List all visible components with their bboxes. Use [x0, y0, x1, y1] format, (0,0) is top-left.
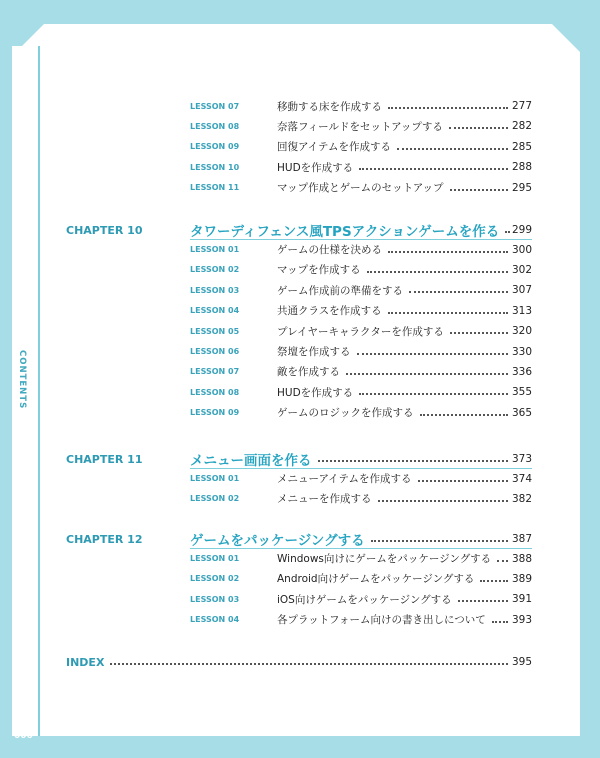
- toc-lesson-row: [0, 159, 600, 175]
- lesson-title: ゲーム作成前の準備をする: [277, 284, 403, 297]
- lesson-page: 307: [511, 284, 532, 297]
- lesson-page: 302: [511, 263, 532, 276]
- lesson-title: HUDを作成する: [277, 386, 354, 399]
- lesson-title: HUDを作成する: [277, 161, 354, 174]
- lesson-number: LESSON 09: [190, 142, 240, 152]
- dot-leader: [505, 231, 508, 233]
- dot-leader: [346, 373, 508, 375]
- dot-leader: [318, 460, 508, 462]
- chapter-title: タワーディフェンス風TPSアクションゲームを作る: [190, 224, 500, 240]
- lesson-entry: [277, 119, 532, 134]
- lesson-title: 共通クラスを作成する: [277, 305, 382, 318]
- dot-leader: [409, 291, 508, 293]
- toc-chapter-row: [0, 222, 600, 238]
- lesson-page: 382: [511, 492, 532, 505]
- lesson-entry: [277, 160, 532, 175]
- lesson-page: 330: [511, 345, 532, 358]
- lesson-number: LESSON 02: [190, 574, 240, 584]
- dot-leader: [359, 393, 508, 395]
- toc-lesson-row: [0, 118, 600, 134]
- chapter-entry: [190, 449, 532, 469]
- lesson-page: 300: [511, 243, 532, 256]
- contents-side-label: CONTENTS: [17, 350, 27, 410]
- lesson-page: 320: [511, 325, 532, 338]
- chapter-entry: [190, 529, 532, 549]
- lesson-title: ゲームのロジックを作成する: [277, 407, 414, 420]
- chapter-rule: [190, 548, 532, 549]
- lesson-number: LESSON 01: [190, 245, 240, 254]
- lesson-title: 祭壇を作成する: [277, 346, 351, 358]
- chapter-rule: [190, 468, 532, 469]
- toc-lesson-row: [0, 139, 600, 155]
- dot-leader: [497, 560, 508, 562]
- dot-leader: [492, 621, 508, 623]
- chapter-number: CHAPTER 10: [66, 223, 143, 237]
- page-number: 006: [14, 731, 33, 741]
- lesson-entry: [277, 571, 532, 586]
- toc-lesson-row: [0, 262, 600, 278]
- dot-leader: [357, 353, 508, 355]
- dot-leader: [458, 600, 508, 602]
- lesson-page: 288: [511, 161, 532, 174]
- dot-leader: [371, 540, 508, 542]
- lesson-number: LESSON 03: [190, 594, 240, 604]
- lesson-number: LESSON 07: [190, 367, 240, 377]
- lesson-page: 389: [511, 572, 532, 585]
- lesson-page: 336: [511, 365, 532, 378]
- lesson-entry: [277, 471, 532, 486]
- lesson-page: 285: [511, 140, 532, 153]
- lesson-entry: [277, 612, 532, 627]
- toc-lesson-row: [0, 282, 600, 298]
- toc-lesson-row: [0, 323, 600, 339]
- toc-lesson-row: [0, 303, 600, 319]
- lesson-title: 回復アイテムを作成する: [277, 141, 392, 154]
- toc-lesson-row: [0, 491, 600, 507]
- lesson-title: Windows向けにゲームをパッケージングする: [277, 553, 492, 565]
- lesson-number: LESSON 01: [190, 554, 240, 563]
- lesson-entry: [277, 551, 532, 566]
- dot-leader: [388, 251, 508, 253]
- lesson-number: LESSON 03: [190, 285, 240, 295]
- lesson-number: LESSON 08: [190, 387, 240, 397]
- lesson-title: マップを作成する: [277, 264, 361, 277]
- lesson-number: LESSON 02: [190, 494, 240, 504]
- lesson-page: 355: [511, 386, 532, 399]
- chapter-page: 299: [511, 224, 532, 236]
- lesson-title: 奈落フィールドをセットアップする: [277, 120, 443, 133]
- lesson-number: LESSON 04: [190, 615, 240, 625]
- toc-lesson-row: [0, 405, 600, 421]
- dot-leader: [450, 189, 508, 191]
- lesson-number: LESSON 05: [190, 326, 240, 336]
- toc-lesson-row: [0, 344, 600, 360]
- lesson-title: メニューアイテムを作成する: [277, 473, 412, 485]
- dot-leader: [449, 127, 508, 129]
- toc-lesson-row: [0, 571, 600, 587]
- lesson-number: LESSON 09: [190, 408, 240, 418]
- toc-lesson-row: [0, 591, 600, 607]
- lesson-number: LESSON 04: [190, 306, 240, 316]
- lesson-page: 277: [511, 100, 532, 112]
- lesson-entry: [277, 344, 532, 359]
- lesson-entry: [277, 242, 532, 257]
- dot-leader: [397, 148, 508, 150]
- toc-lesson-row: [0, 384, 600, 400]
- lesson-number: LESSON 07: [190, 101, 240, 111]
- lesson-entry: [277, 324, 532, 339]
- chapter-page: 387: [511, 533, 532, 545]
- lesson-number: LESSON 06: [190, 347, 240, 356]
- chapter-rule: [190, 239, 532, 240]
- toc-chapter-row: [0, 451, 600, 467]
- lesson-entry: [277, 99, 532, 114]
- toc-lesson-row: [0, 98, 600, 114]
- toc-lesson-row: [0, 612, 600, 628]
- lesson-page: 282: [511, 120, 532, 133]
- chapter-page: 373: [511, 453, 532, 465]
- lesson-entry: [277, 385, 532, 400]
- lesson-page: 393: [511, 613, 532, 626]
- dot-leader: [110, 663, 508, 665]
- dot-leader: [367, 271, 508, 273]
- lesson-number: LESSON 01: [190, 474, 240, 483]
- lesson-entry: [277, 364, 532, 379]
- toc-lesson-row: [0, 364, 600, 380]
- lesson-page: 365: [511, 406, 532, 419]
- toc-chapter-row: [0, 531, 600, 547]
- dot-leader: [420, 414, 508, 416]
- lesson-title: 各プラットフォーム向けの書き出しについて: [277, 614, 486, 627]
- toc-lesson-row: [0, 551, 600, 567]
- dot-leader: [480, 580, 508, 582]
- lesson-title: 敵を作成する: [277, 366, 340, 379]
- lesson-entry: [277, 262, 532, 277]
- toc-index-row: [66, 654, 532, 670]
- lesson-page: 374: [511, 472, 532, 485]
- lesson-entry: [277, 491, 532, 506]
- lesson-number: LESSON 02: [190, 265, 240, 275]
- lesson-title: ゲームの仕様を決める: [277, 244, 382, 256]
- dot-leader: [388, 312, 508, 314]
- chapter-number: CHAPTER 12: [66, 532, 143, 546]
- chapter-title: ゲームをパッケージングする: [190, 533, 365, 549]
- lesson-entry: [277, 139, 532, 154]
- lesson-page: 313: [511, 304, 532, 317]
- lesson-number: LESSON 10: [190, 162, 240, 172]
- dot-leader: [450, 332, 508, 334]
- lesson-entry: [277, 180, 532, 195]
- lesson-page: 295: [511, 181, 532, 194]
- lesson-entry: [277, 592, 532, 607]
- index-page: 395: [511, 656, 532, 668]
- lesson-number: LESSON 08: [190, 121, 240, 131]
- lesson-entry: [277, 405, 532, 420]
- chapter-number: CHAPTER 11: [66, 452, 143, 466]
- toc-lesson-row: [0, 242, 600, 258]
- lesson-title: Android向けゲームをパッケージングする: [277, 573, 475, 586]
- lesson-title: iOS向けゲームをパッケージングする: [277, 593, 452, 606]
- index-label: INDEX: [66, 655, 105, 669]
- lesson-page: 388: [511, 552, 532, 565]
- lesson-page: 391: [511, 593, 532, 606]
- lesson-title: 移動する床を作成する: [277, 100, 382, 113]
- chapter-title: メニュー画面を作る: [190, 453, 312, 469]
- lesson-number: LESSON 11: [190, 183, 240, 193]
- lesson-entry: [277, 283, 532, 298]
- dot-leader: [388, 107, 508, 109]
- toc-lesson-row: [0, 180, 600, 196]
- lesson-title: メニューを作成する: [277, 493, 372, 506]
- lesson-title: プレイヤーキャラクターを作成する: [277, 325, 444, 338]
- lesson-title: マップ作成とゲームのセットアップ: [277, 182, 444, 195]
- dot-leader: [359, 168, 508, 170]
- lesson-entry: [277, 303, 532, 318]
- chapter-entry: [190, 220, 532, 240]
- dot-leader: [418, 480, 508, 482]
- dot-leader: [378, 500, 508, 502]
- toc-lesson-row: [0, 471, 600, 487]
